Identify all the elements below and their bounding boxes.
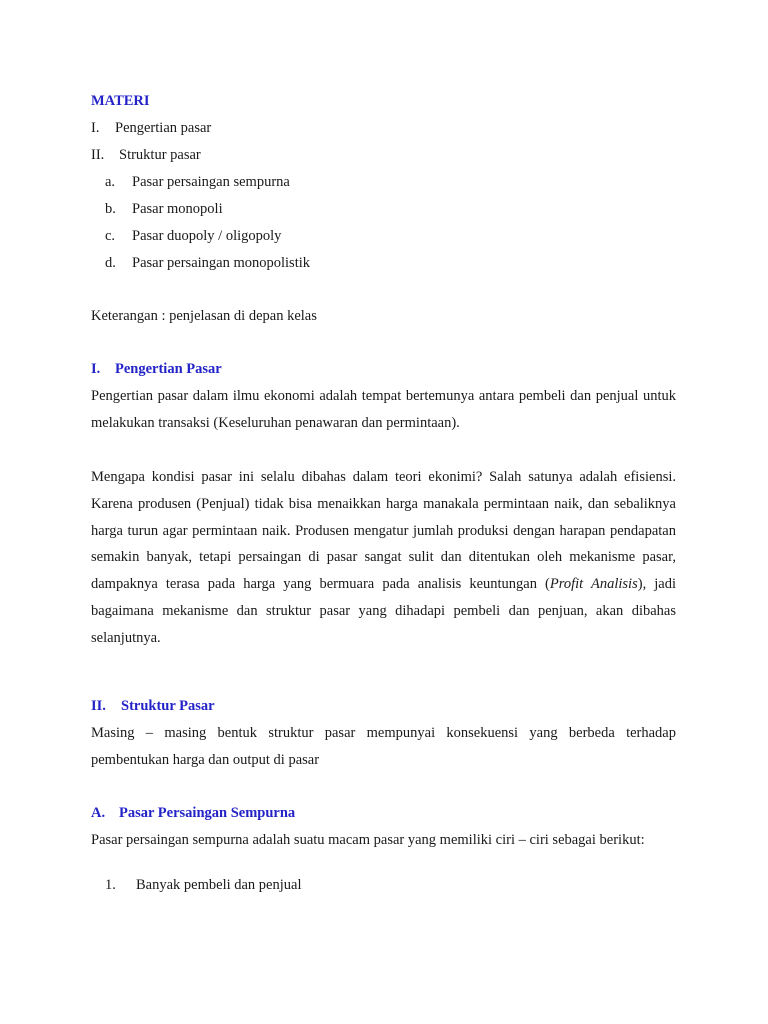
paragraph-italic-term: Profit Analisis (549, 576, 638, 593)
note-text: Keterangan : penjelasan di depan kelas (91, 308, 317, 324)
outline-item-text: Pengertian pasar (115, 120, 212, 136)
outline-subitem-letter: d. (105, 255, 116, 271)
outline-item-number: I. (91, 120, 100, 136)
section-1-title: Pengertian Pasar (115, 361, 222, 377)
outline-subitem-letter: c. (105, 228, 116, 244)
outline-subitem-d (105, 255, 310, 272)
section-a-list-item-1 (105, 877, 302, 894)
outline-subitem-b (105, 201, 223, 218)
section-a-heading (91, 805, 295, 822)
outline-subitem-text: Pasar persaingan sempurna (132, 174, 290, 190)
outline-subitem-c (105, 228, 281, 245)
outline-subitem-letter: b. (105, 201, 116, 217)
section-2-heading (91, 698, 215, 715)
outline-subitem-text: Pasar duopoly / oligopoly (132, 228, 282, 244)
section-1-heading (91, 361, 222, 378)
section-2-number: II. (91, 698, 106, 714)
section-1-paragraph-2 (91, 464, 676, 652)
outline-subitem-letter: a. (105, 174, 116, 190)
list-item-text: Banyak pembeli dan penjual (136, 877, 302, 893)
section-2-paragraph: Masing – masing bentuk struktur pasar mempunyai konsekuensi yang berbeda terhadap pembentukan harga dan output di pasar (91, 725, 676, 768)
section-1-number: I. (91, 361, 101, 377)
list-item-number: 1. (105, 877, 116, 893)
paragraph-text: Mengapa kondisi pasar ini selalu dibahas dalam teori ekonimi? Salah satunya adalah efisiensi. Karena produsen (Penjual) tidak bisa menaikkan harga manakala permintaan naik, dan sebaliknya harga turun agar permintaan naik. Produsen mengatur jumlah produksi dengan harapan pendapatan semakin banyak, tetapi persaingan di pasar sangat sulit dan ditentukan oleh mekanisme pasar, dampaknya terasa pada harga yang bermuara pada analisis keuntungan ( (91, 469, 676, 593)
section-1-paragraph-1: Pengertian pasar dalam ilmu ekonomi adalah tempat bertemunya antara pembeli dan penjual untuk melakukan transaksi (Keseluruhan penawaran dan permintaan). (91, 388, 676, 431)
outline-item-2 (91, 147, 201, 164)
section-a-letter: A. (91, 805, 106, 821)
paragraph-text-end: ), jadi bagaimana mekanisme dan struktur pasar yang dihadapi pembeli dan penjuan, akan dibahas selanjutnya. (91, 576, 677, 646)
outline-subitem-text: Pasar monopoli (132, 201, 223, 217)
outline-subitem-a (105, 174, 290, 191)
outline-subitem-text: Pasar persaingan monopolistik (132, 255, 311, 271)
section-2-title: Struktur Pasar (121, 698, 215, 714)
section-a-title: Pasar Persaingan Sempurna (119, 805, 296, 821)
outline-item-number: II. (91, 147, 105, 163)
outline-item-1 (91, 120, 211, 137)
outline-title: MATERI (91, 93, 150, 109)
outline-item-text: Struktur pasar (119, 147, 201, 163)
section-a-intro: Pasar persaingan sempurna adalah suatu macam pasar yang memiliki ciri – ciri sebagai berikut: (91, 832, 645, 848)
